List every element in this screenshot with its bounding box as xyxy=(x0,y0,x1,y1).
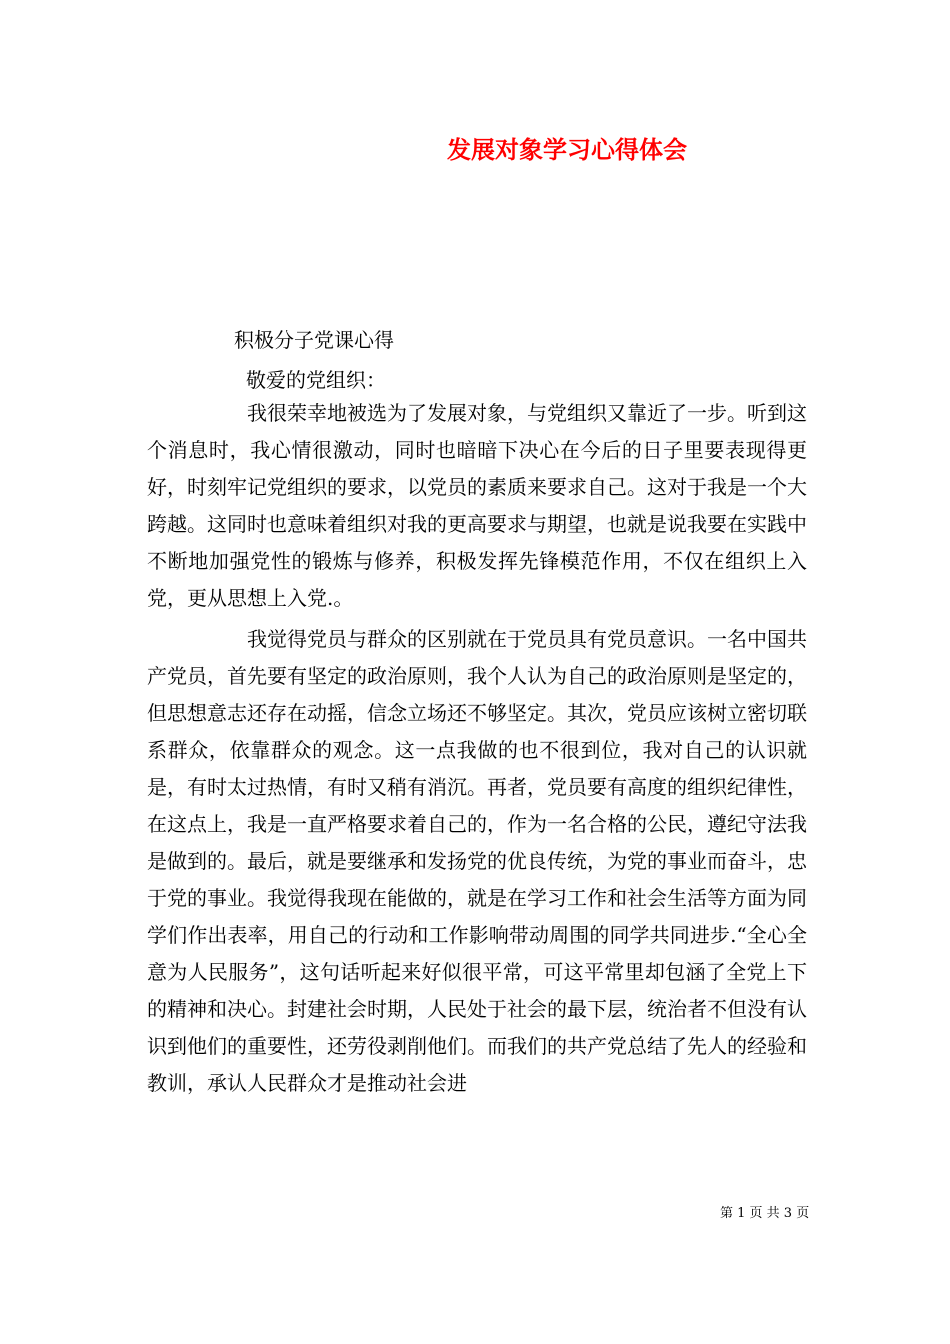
body-paragraph-1: 我很荣幸地被选为了发展对象，与党组织又靠近了一步。听到这个消息时，我心情很激动，同时也暗暗下决心在今后的日子里要表现得更好，时刻牢记党组织的要求，以党员的素质来要求自己。这对于我是一个大跨越。这同时也意味着组织对我的更高要求与期望，也就是说我要在实践中不断地加强党性的锻炼与修养，积极发挥先锋模范作用，不仅在组织上入党，更从思想上入党.。 xyxy=(147,401,807,610)
body-paragraph-2: 我觉得党员与群众的区别就在于党员具有党员意识。一名中国共产党员，首先要有坚定的政治原则，我个人认为自己的政治原则是坚定的，但思想意志还存在动摇，信念立场还不够坚定。其次，党员应该树立密切联系群众，依靠群众的观念。这一点我做的也不很到位，我对自己的认识就是，有时太过热情，有时又稍有消沉。再者，党员要有高度的组织纪律性，在这点上，我是一直严格要求着自己的，作为一名合格的公民，遵纪守法我是做到的。最后，就是要继承和发扬党的优良传统，为党的事业而奋斗，忠于党的事业。我觉得我现在能做的，就是在学习工作和社会生活等方面为同学们作出表率，用自己的行动和工作影响带动周围的同学共同进步.“全心全意为人民服务”，这句话听起来好似很平常，可这平常里却包涵了全党上下的精神和决心。封建社会时期，人民处于社会的最下层，统治者不但没有认识到他们的重要性，还劳役剥削他们。而我们的共产党总结了先人的经验和教训，承认人民群众才是推动社会进 xyxy=(147,627,807,1095)
page-number-footer: 第 1 页 共 3 页 xyxy=(720,1206,810,1221)
salutation: 敬爱的党组织： xyxy=(246,368,386,392)
document-body xyxy=(147,395,807,1102)
document-subtitle: 积极分子党课心得 xyxy=(234,328,394,352)
document-title: 发展对象学习心得体会 xyxy=(447,135,687,164)
